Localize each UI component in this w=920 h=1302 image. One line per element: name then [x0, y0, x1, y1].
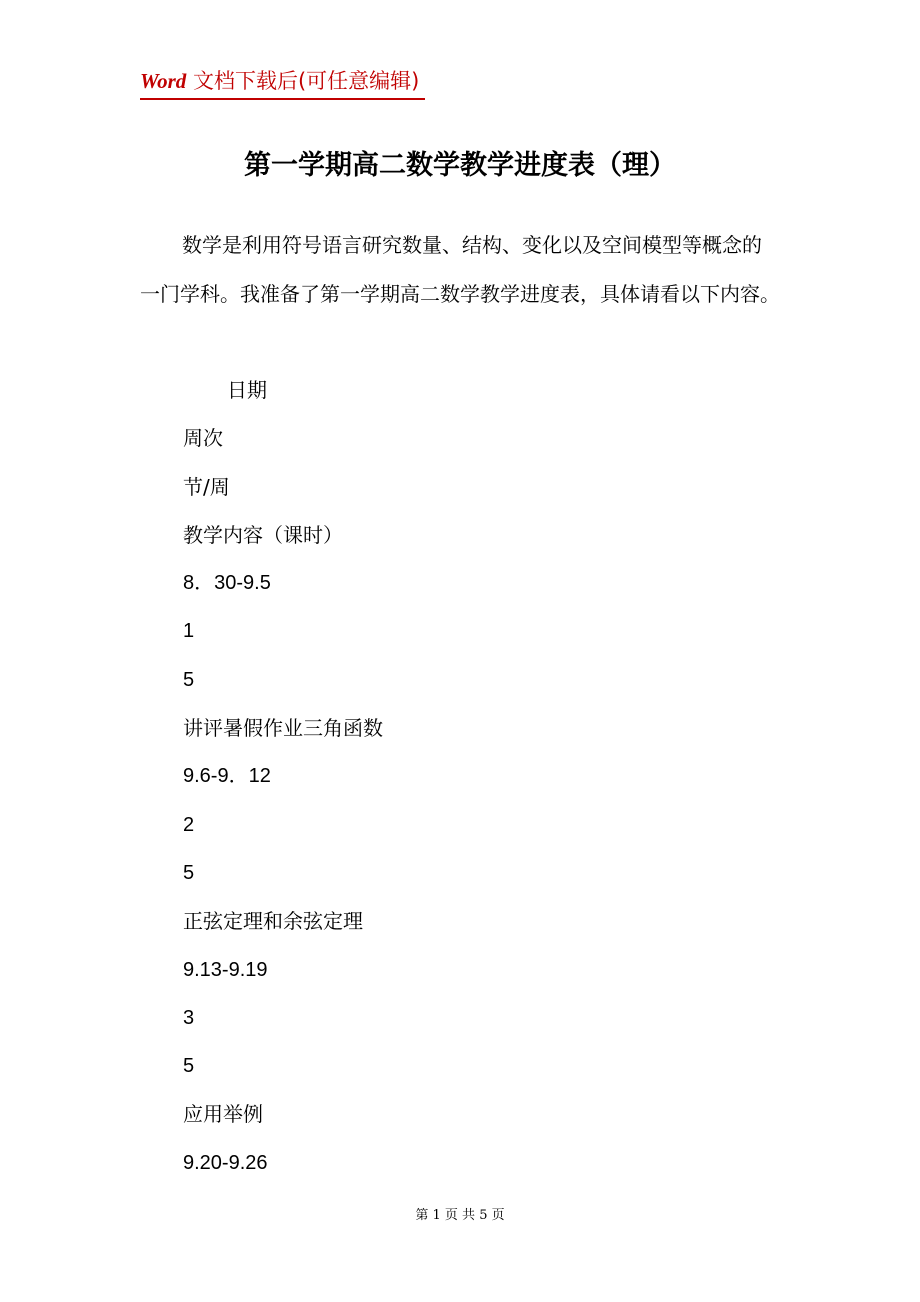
- schedule-line: 日期: [227, 378, 267, 402]
- intro-paragraph: 数学是利用符号语言研究数量、结构、变化以及空间模型等概念的一门学科。我准备了第一学期高二数学教学进度表，具体请看以下内容。: [140, 233, 780, 306]
- download-header-link[interactable]: [140, 66, 425, 100]
- schedule-line: 8．30-9.5: [183, 572, 271, 595]
- schedule-line: 9.13-9.19: [183, 958, 268, 981]
- schedule-line: 周次: [183, 426, 223, 451]
- schedule-line: 5: [183, 861, 195, 884]
- schedule-line: 教学内容（课时）: [183, 522, 343, 547]
- header-rest-label: 文档下载后(可任意编辑): [186, 69, 420, 93]
- schedule-line: 正弦定理和余弦定理: [183, 909, 363, 934]
- schedule-line: 9.20-9.26: [183, 1151, 268, 1174]
- header-word-label: Word: [140, 69, 187, 93]
- schedule-line: 9.6-9．12: [183, 765, 271, 788]
- document-title: 第一学期高二数学教学进度表（理）: [244, 150, 676, 181]
- page-footer: 第 1 页 共 5 页: [415, 1208, 505, 1223]
- schedule-line: 节/周: [183, 474, 230, 499]
- schedule-line: 5: [183, 1055, 195, 1078]
- schedule-line: 1: [183, 620, 195, 643]
- schedule-line: 5: [183, 668, 195, 691]
- schedule-line: 讲评暑假作业三角函数: [183, 716, 383, 741]
- schedule-lines: [0, 366, 920, 1187]
- schedule-line: 3: [183, 1006, 195, 1029]
- schedule-line: 2: [183, 813, 195, 836]
- schedule-line: 应用举例: [183, 1102, 263, 1127]
